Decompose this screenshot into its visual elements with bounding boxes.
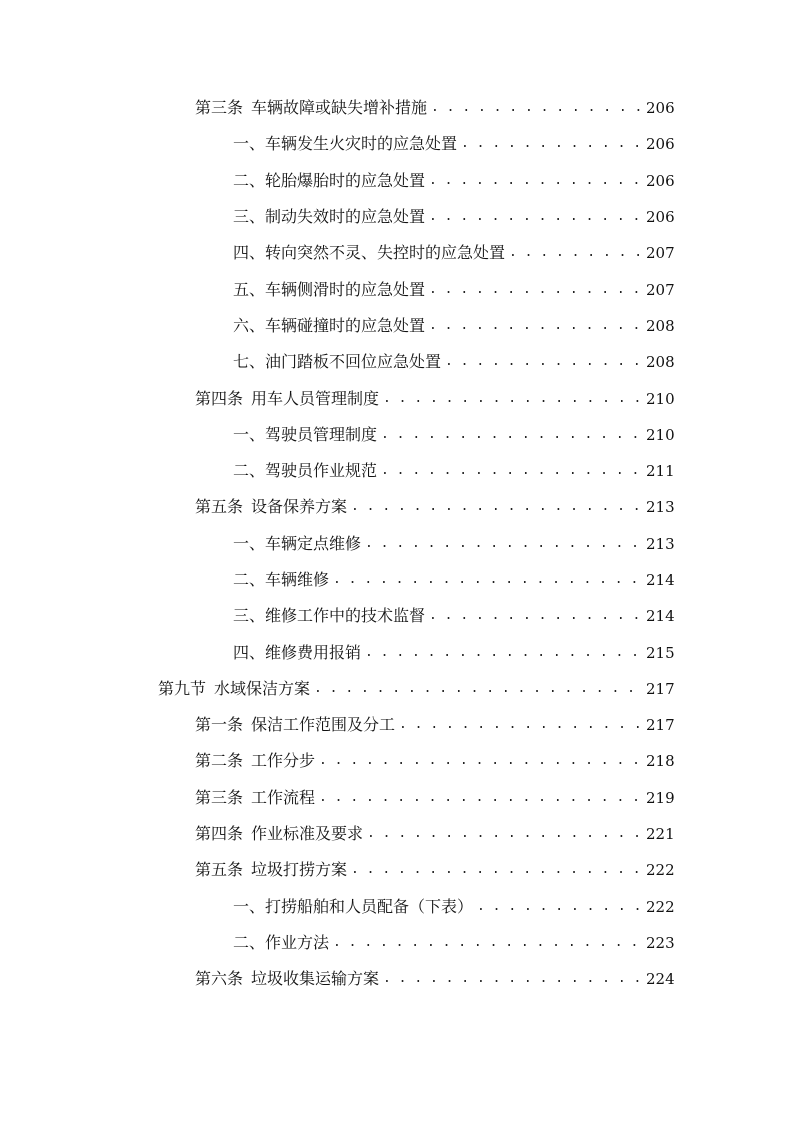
toc-entry-number: 一、 [233,424,266,444]
toc-entry-title: 车辆维修 [265,570,330,589]
toc-dot-leader [365,643,640,663]
toc-entry[interactable] [0,671,793,707]
toc-dot-leader [429,316,640,336]
toc-entry-number: 二、 [233,570,266,589]
toc-entry-title: 驾驶员作业规范 [265,461,378,481]
toc-entry-title: 工作流程 [251,787,316,807]
toc-dot-leader [429,606,640,626]
toc-entry-title: 工作分步 [251,751,316,771]
toc-dot-leader [429,171,640,191]
toc-dot-leader [445,352,640,372]
table-of-contents [0,90,793,997]
toc-entry-title: 转向突然不灵、失控时的应急处置 [265,243,506,263]
toc-dot-leader [477,897,640,917]
toc-entry[interactable] [0,889,793,925]
toc-dot-leader [431,98,640,118]
toc-entry[interactable] [0,199,793,235]
toc-entry[interactable] [0,634,793,670]
toc-entry[interactable] [0,271,793,307]
toc-entry[interactable] [0,453,793,489]
toc-entry[interactable] [0,526,793,562]
toc-entry-title: 车辆定点维修 [265,533,362,553]
toc-entry-title: 维修费用报销 [265,642,362,662]
toc-dot-leader [461,134,640,154]
toc-entry-title: 驾驶员管理制度 [265,424,378,444]
toc-entry[interactable] [0,780,793,816]
toc-page-number: 213 [646,534,675,553]
toc-entry-number: 五、 [233,279,266,299]
toc-entry-number: 一、 [233,134,266,154]
toc-entry[interactable] [0,598,793,634]
toc-page-number: 207 [646,244,675,263]
toc-entry[interactable] [0,344,793,380]
toc-dot-leader [381,461,640,481]
toc-entry[interactable] [0,308,793,344]
toc-entry-number: 三、 [233,606,266,626]
toc-dot-leader [367,824,640,844]
toc-entry-number: 第三条 [195,787,244,807]
toc-page-number: 218 [646,752,675,771]
toc-dot-leader [351,860,640,880]
toc-page-number: 208 [646,316,675,335]
toc-entry[interactable] [0,417,793,453]
toc-page-number: 215 [646,643,675,662]
toc-entry-title: 打捞船舶和人员配备（下表） [265,896,474,916]
toc-entry-number: 二、 [233,170,266,190]
toc-page-number: 219 [646,788,675,807]
toc-page-number: 217 [646,716,675,735]
toc-dot-leader [399,715,640,735]
toc-entry-number: 六、 [233,315,266,335]
toc-entry-number: 四、 [233,642,266,662]
toc-entry-title: 用车人员管理制度 [251,388,380,408]
toc-entry[interactable] [0,489,793,525]
toc-entry[interactable] [0,743,793,779]
toc-dot-leader [333,570,640,590]
toc-dot-leader [319,788,640,808]
toc-dot-leader [314,679,640,699]
toc-page-number: 206 [646,208,675,227]
toc-entry-title: 垃圾收集运输方案 [251,969,380,989]
toc-page-number: 208 [646,353,675,372]
toc-entry-title: 垃圾打捞方案 [251,860,348,880]
toc-entry[interactable] [0,163,793,199]
toc-entry-number: 第四条 [195,824,244,844]
toc-page-number: 222 [646,861,675,880]
toc-entry[interactable] [0,707,793,743]
toc-entry-title: 车辆故障或缺失增补措施 [251,98,428,118]
toc-dot-leader [381,425,640,445]
toc-entry-title: 作业标准及要求 [251,824,364,844]
toc-page-number: 223 [646,933,675,952]
toc-entry-number: 第五条 [195,497,244,517]
toc-page-number: 214 [646,571,675,589]
toc-page-number: 210 [646,425,675,444]
toc-page-number: 213 [646,498,675,517]
toc-dot-leader [333,933,640,953]
toc-entry[interactable] [0,380,793,416]
toc-entry-title: 车辆碰撞时的应急处置 [265,315,426,335]
toc-dot-leader [365,534,640,554]
toc-page-number: 206 [646,99,675,118]
toc-entry-number: 三、 [233,207,266,227]
toc-page-number: 221 [646,825,675,844]
toc-entry-number: 二、 [233,461,266,481]
toc-dot-leader [429,280,640,300]
toc-entry-number: 第二条 [195,751,244,771]
toc-entry-number: 第三条 [195,98,244,118]
toc-entry[interactable] [0,562,793,598]
toc-entry-number: 第一条 [195,715,244,735]
toc-dot-leader [351,497,640,517]
toc-dot-leader [383,969,640,989]
toc-entry[interactable] [0,90,793,126]
toc-entry-title: 车辆侧滑时的应急处置 [265,279,426,299]
toc-entry-title: 轮胎爆胎时的应急处置 [265,170,426,190]
toc-entry-number: 四、 [233,243,266,263]
toc-page-number: 224 [646,970,675,989]
toc-entry[interactable] [0,235,793,271]
toc-entry-number: 第四条 [195,388,244,408]
toc-entry[interactable] [0,961,793,997]
toc-dot-leader [509,243,640,263]
toc-entry[interactable] [0,126,793,162]
toc-entry[interactable] [0,852,793,888]
toc-dot-leader [319,751,640,771]
toc-dot-leader [383,389,640,409]
toc-dot-leader [429,207,640,227]
toc-page-number: 211 [646,462,675,481]
toc-entry-number: 一、 [233,896,266,916]
toc-entry-number: 二、 [233,932,266,952]
toc-entry-title: 油门踏板不回位应急处置 [265,352,442,372]
toc-page-number: 222 [646,897,675,916]
toc-entry[interactable] [0,816,793,852]
toc-entry[interactable] [0,925,793,961]
toc-page-number: 214 [646,607,675,626]
toc-page-number: 207 [646,280,675,299]
toc-entry-title: 制动失效时的应急处置 [265,207,426,227]
toc-entry-number: 一、 [233,533,266,553]
toc-page-number: 206 [646,171,675,190]
toc-entry-title: 水域保洁方案 [214,678,311,698]
toc-entry-title: 保洁工作范围及分工 [251,715,396,735]
toc-entry-title: 作业方法 [265,932,330,952]
toc-entry-number: 七、 [233,352,266,372]
toc-entry-title: 维修工作中的技术监督 [265,606,426,626]
toc-entry-title: 设备保养方案 [251,497,348,517]
toc-entry-number: 第五条 [195,860,244,880]
toc-entry-number: 第九节 [158,678,207,698]
toc-entry-title: 车辆发生火灾时的应急处置 [265,134,458,154]
toc-page-number: 206 [646,135,675,154]
toc-page-number: 210 [646,389,675,408]
toc-entry-number: 第六条 [195,969,244,989]
toc-page-number: 217 [646,679,675,698]
